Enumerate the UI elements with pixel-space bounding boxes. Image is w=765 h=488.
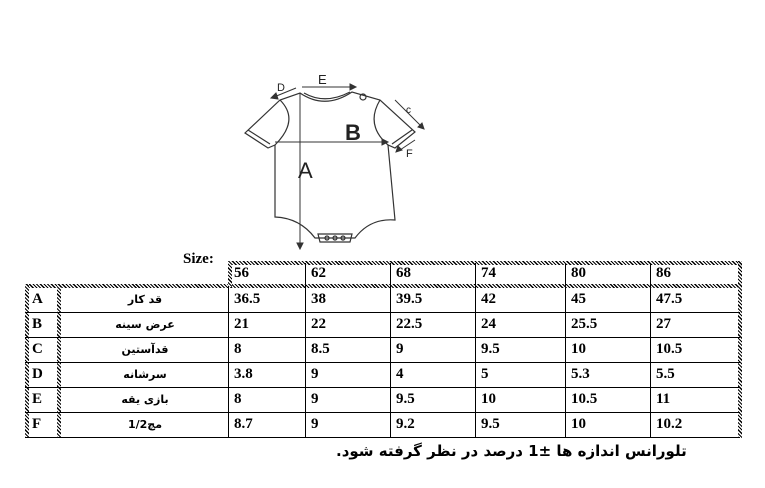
- table-cell: 10: [481, 391, 496, 407]
- table-cell: 22: [311, 316, 326, 332]
- table-cell: 27: [656, 316, 671, 332]
- table-cell: 42: [481, 291, 496, 307]
- table-cell: 5.3: [571, 366, 590, 382]
- table-cell: 39.5: [396, 291, 423, 307]
- row-name: بازی یقه: [121, 393, 169, 406]
- label-d: D: [277, 82, 285, 94]
- label-a: A: [298, 158, 313, 183]
- table-cell: 5.5: [656, 366, 675, 382]
- table-border-left: [25, 284, 29, 438]
- row-name: قد کار: [127, 293, 163, 306]
- row-name: سرشانه: [123, 368, 167, 381]
- row-code: F: [32, 416, 42, 432]
- row-code: E: [32, 391, 43, 407]
- label-c: c: [406, 105, 411, 116]
- label-b: B: [345, 120, 361, 145]
- table-cell: 9: [311, 416, 319, 432]
- table-border-code: [57, 284, 61, 438]
- row-code: A: [32, 291, 43, 307]
- row-name: قدآستین: [121, 343, 169, 356]
- row-name: مچ1/2: [127, 418, 163, 431]
- label-e: E: [318, 72, 327, 87]
- table-cell: 8.5: [311, 341, 330, 357]
- size-header: 80: [571, 265, 586, 281]
- table-cell: 9.5: [481, 416, 500, 432]
- size-header: 62: [311, 265, 326, 281]
- size-header: 74: [481, 265, 496, 281]
- table-cell: 10.5: [571, 391, 598, 407]
- size-header: 86: [656, 265, 671, 281]
- size-header: 56: [234, 265, 249, 281]
- table-cell: 9: [311, 391, 319, 407]
- size-header: 68: [396, 265, 411, 281]
- table-cell: 9.2: [396, 416, 415, 432]
- table-cell: 47.5: [656, 291, 683, 307]
- table-cell: 45: [571, 291, 586, 307]
- table-cell: 9.5: [396, 391, 415, 407]
- row-name: عرض سینه: [115, 318, 175, 331]
- size-label: Size:: [183, 251, 214, 267]
- table-cell: 10: [571, 341, 586, 357]
- table-cell: 8.7: [234, 416, 253, 432]
- row-code: B: [32, 316, 43, 332]
- table-cell: 8: [234, 391, 242, 407]
- table-border-left-header: [228, 261, 232, 287]
- table-cell: 10.2: [656, 416, 683, 432]
- table-cell: 9: [396, 341, 404, 357]
- table-cell: 9: [311, 366, 319, 382]
- row-code: C: [32, 341, 43, 357]
- table-cell: 5: [481, 366, 489, 382]
- table-cell: 38: [311, 291, 326, 307]
- table-cell: 3.8: [234, 366, 253, 382]
- label-f: F: [406, 148, 413, 160]
- table-cell: 8: [234, 341, 242, 357]
- table-cell: 4: [396, 366, 404, 382]
- table-cell: 11: [656, 391, 671, 407]
- table-cell: 24: [481, 316, 496, 332]
- table-cell: 36.5: [234, 291, 261, 307]
- table-cell: 9.5: [481, 341, 500, 357]
- table-cell: 21: [234, 316, 249, 332]
- table-cell: 22.5: [396, 316, 423, 332]
- row-code: D: [32, 366, 43, 382]
- tolerance-note: تلورانس اندازه ها ±1 درصد در نظر گرفته شود.: [336, 442, 687, 460]
- table-cell: 10.5: [656, 341, 683, 357]
- row-divider: [25, 437, 740, 438]
- table-cell: 25.5: [571, 316, 598, 332]
- table-cell: 10: [571, 416, 586, 432]
- bodysuit-diagram: [230, 70, 440, 250]
